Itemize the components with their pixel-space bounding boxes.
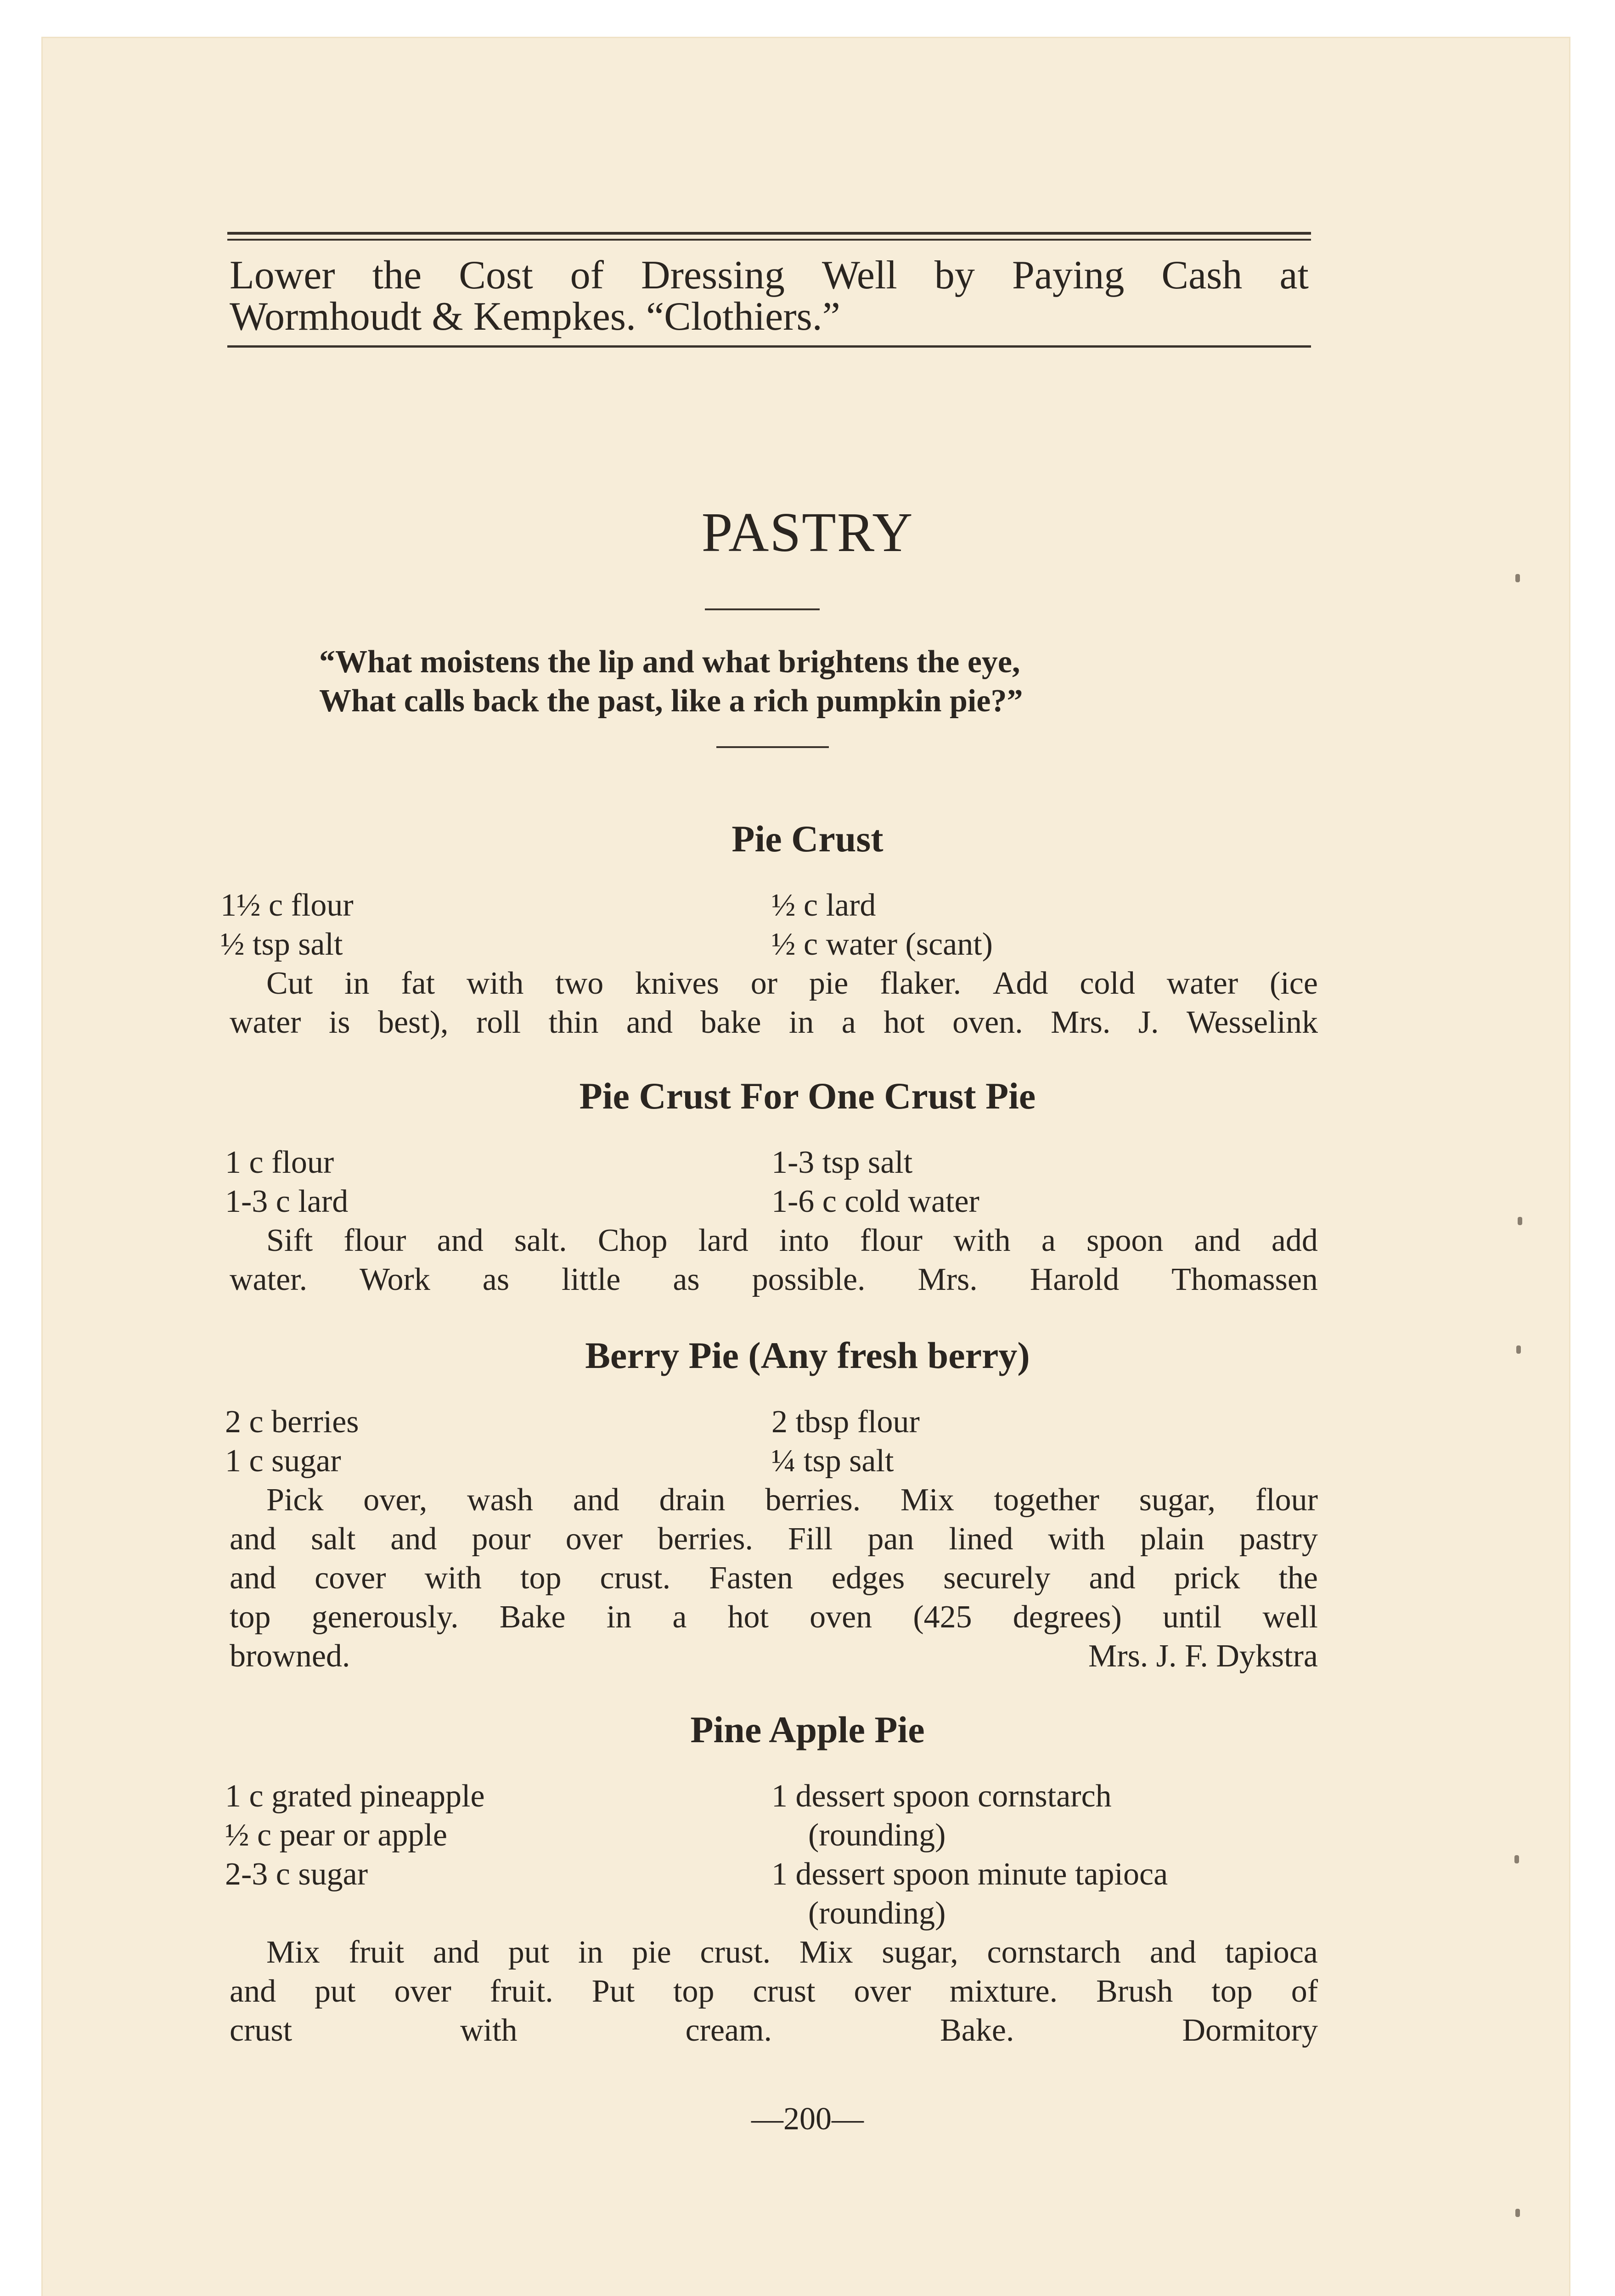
word: (425 [913,1599,972,1635]
instruction-line [230,1261,1318,1299]
word: the [372,253,422,298]
ingredient: 1 c grated pineapple [225,1778,485,1814]
word: degrees) [1013,1599,1122,1635]
ingredient: ½ c water (scant) [771,927,993,962]
word: over [394,1974,451,2009]
word: over [565,1521,623,1557]
word: tapioca [1225,1935,1318,1970]
word: pie [809,966,849,1001]
word: pie [632,1935,671,1970]
word: best), [377,1005,449,1040]
ingredient: 1 dessert spoon cornstarch [771,1778,1112,1814]
word: cold [1080,966,1135,1001]
word: berries. [765,1482,861,1518]
word: fat [401,966,435,1001]
ad-line-2 [230,294,1309,340]
word: with [1048,1521,1105,1557]
word: in [344,966,370,1001]
word: cream. [685,2013,772,2048]
ad-top-rule-1 [227,232,1311,235]
ingredient: 2 tbsp flour [771,1404,920,1440]
word: Dormitory [1182,2013,1318,2048]
word: as [482,1262,510,1297]
ingredient: (rounding) [808,1818,946,1853]
word: flour [1255,1482,1318,1518]
ingredient: 2-3 c sugar [225,1857,368,1892]
word: with [460,2013,518,2048]
word: in [606,1599,632,1635]
word: hot [727,1599,769,1635]
word: Dressing [641,253,785,298]
word: salt [311,1521,356,1557]
word: Lower [230,253,335,298]
word: Cash [1161,253,1243,298]
word: Well [822,253,897,298]
instruction-line [230,1003,1318,1042]
word: Put [591,1974,635,2009]
word: fruit [349,1935,405,1970]
ingredient: 2 c berries [225,1404,359,1440]
quote-divider [716,746,829,748]
word: in [788,1005,814,1040]
word: fruit. [490,1974,553,2009]
word: of [570,253,604,298]
instruction-line [230,1933,1318,1972]
word: prick [1174,1560,1240,1596]
ad-top-rule-2 [227,239,1311,241]
word: lard [698,1223,748,1258]
word: hot [883,1005,925,1040]
word: and [230,1521,276,1557]
word: generously. [311,1599,459,1635]
word: two [555,966,604,1001]
word: Sift [266,1223,313,1258]
word: pan [867,1521,914,1557]
word: pastry [1239,1521,1318,1557]
word: Mrs. [917,1262,978,1297]
ingredient: ½ tsp salt [220,927,343,962]
word: Wesselink [1186,1005,1318,1040]
ad-bottom-rule [227,345,1311,348]
word: and [433,1935,479,1970]
word: the [1278,1560,1318,1596]
word: and [230,1974,276,2009]
word: well [1262,1599,1318,1635]
word: as [673,1262,700,1297]
word: sugar, [1139,1482,1216,1518]
word: and [626,1005,673,1040]
quote-line-2: What calls back the past, like a rich pumpkin pie?” [319,683,1023,719]
word: Brush [1096,1974,1173,2009]
ingredient: 1-3 tsp salt [771,1145,913,1180]
word: top [230,1599,271,1635]
word: Paying [1012,253,1125,298]
word: Mix [799,1935,853,1970]
ingredient: ¼ tsp salt [771,1443,894,1479]
ingredient: ½ c pear or apple [225,1818,447,1853]
ad-line-2-text: Wormhoudt & Kempkes. “Clothiers.” [230,294,840,339]
word: Pick [266,1482,324,1518]
word: Harold [1030,1262,1120,1297]
word: top [520,1560,562,1596]
word: until [1162,1599,1222,1635]
word: cover [315,1560,386,1596]
paper-speck [1518,1217,1522,1225]
word: sugar, [882,1935,958,1970]
recipe-title-berry: Berry Pie (Any fresh berry) [585,1334,1030,1376]
word: of [1291,1974,1318,2009]
word: over [854,1974,911,2009]
word: with [466,966,524,1001]
word: and [573,1482,619,1518]
word: together [994,1482,1099,1518]
word: crust [753,1974,816,2009]
instruction-line [230,964,1318,1003]
word: in [578,1935,603,1970]
word: Mix [266,1935,320,1970]
word: thin [548,1005,599,1040]
section-title: PASTRY [701,501,914,563]
word: drain [659,1482,726,1518]
title-divider [705,608,820,610]
word: a [672,1599,687,1635]
ingredient: 1½ c flour [220,888,354,923]
word: Mrs. [1051,1005,1111,1040]
word: Work [360,1262,430,1297]
word: Fasten [709,1560,793,1596]
instruction-line [230,1559,1318,1598]
word: Cut [266,966,313,1001]
word: at [1279,253,1309,298]
word: and [390,1521,437,1557]
word: securely [943,1560,1051,1596]
word: Chop [597,1223,668,1258]
word: a [1041,1223,1056,1258]
word: Mrs. J. F. Dykstra [1088,1638,1318,1674]
word: flour [343,1223,406,1258]
word: roll [476,1005,521,1040]
recipe-title-one-crust: Pie Crust For One Crust Pie [579,1075,1036,1117]
word: Bake [499,1599,566,1635]
ingredient: ½ c lard [771,888,876,923]
ingredient: 1 c sugar [225,1443,341,1479]
word: Bake. [940,2013,1014,2048]
word: or [750,966,778,1001]
instruction-line [230,2011,1318,2050]
word: with [953,1223,1011,1258]
word: mixture. [949,1974,1058,2009]
word: pour [472,1521,531,1557]
instruction-line [230,1481,1318,1519]
word: top [1211,1974,1253,2009]
word: knives [635,966,719,1001]
word: put [508,1935,550,1970]
word: little [562,1262,621,1297]
word: Fill [788,1521,833,1557]
word: plain [1140,1521,1204,1557]
word: crust. [700,1935,771,1970]
paper-speck [1515,574,1520,582]
word: water. [230,1262,308,1297]
word: edges [831,1560,905,1596]
page-number: —200— [751,2101,864,2137]
ingredient: 1-3 c lard [225,1184,349,1219]
word: crust. [600,1560,671,1596]
instruction-line [230,1221,1318,1260]
word: and [437,1223,484,1258]
instruction-line [230,1520,1318,1559]
word: water [1166,966,1238,1001]
ingredient: 1 c flour [225,1145,334,1180]
word: crust [230,2013,293,2048]
word: put [315,1974,356,2009]
word: and [1149,1935,1196,1970]
word: lined [949,1521,1013,1557]
word: oven. [952,1005,1023,1040]
word: by [934,253,975,298]
word: J. [1138,1005,1159,1040]
word: browned. [230,1638,350,1674]
ingredient: (rounding) [808,1896,946,1931]
word: Thomassen [1171,1262,1318,1297]
word: spoon [1086,1223,1164,1258]
word: possible. [752,1262,866,1297]
word: Cost [459,253,533,298]
word: wash [467,1482,533,1518]
word: into [779,1223,829,1258]
instruction-line [230,1972,1318,2011]
instruction-line [230,1637,1318,1676]
word: salt. [514,1223,567,1258]
word: berries. [658,1521,754,1557]
word: oven [810,1599,872,1635]
word: is [328,1005,350,1040]
quote-line-1: “What moistens the lip and what brightens the eye, [319,644,1020,680]
word: Mix [900,1482,954,1518]
instruction-line [230,1598,1318,1637]
word: flaker. [880,966,962,1001]
word: and [230,1560,276,1596]
paper-speck [1514,1855,1519,1863]
word: bake [700,1005,761,1040]
word: add [1271,1223,1318,1258]
word: Add [992,966,1048,1001]
recipe-title-pie-crust: Pie Crust [732,818,883,860]
paper-speck [1516,1345,1521,1354]
word: and [1194,1223,1241,1258]
ad-line-1 [230,253,1309,298]
word: cornstarch [987,1935,1121,1970]
word: with [424,1560,482,1596]
word: over, [363,1482,428,1518]
word: water [230,1005,301,1040]
word: flour [860,1223,923,1258]
recipe-title-pineapple: Pine Apple Pie [690,1709,925,1750]
word: a [841,1005,856,1040]
paper-speck [1515,2209,1520,2217]
ingredient: 1 dessert spoon minute tapioca [771,1857,1168,1892]
word: top [673,1974,715,2009]
word: (ice [1270,966,1318,1001]
word: and [1089,1560,1136,1596]
ingredient: 1-6 c cold water [771,1184,979,1219]
